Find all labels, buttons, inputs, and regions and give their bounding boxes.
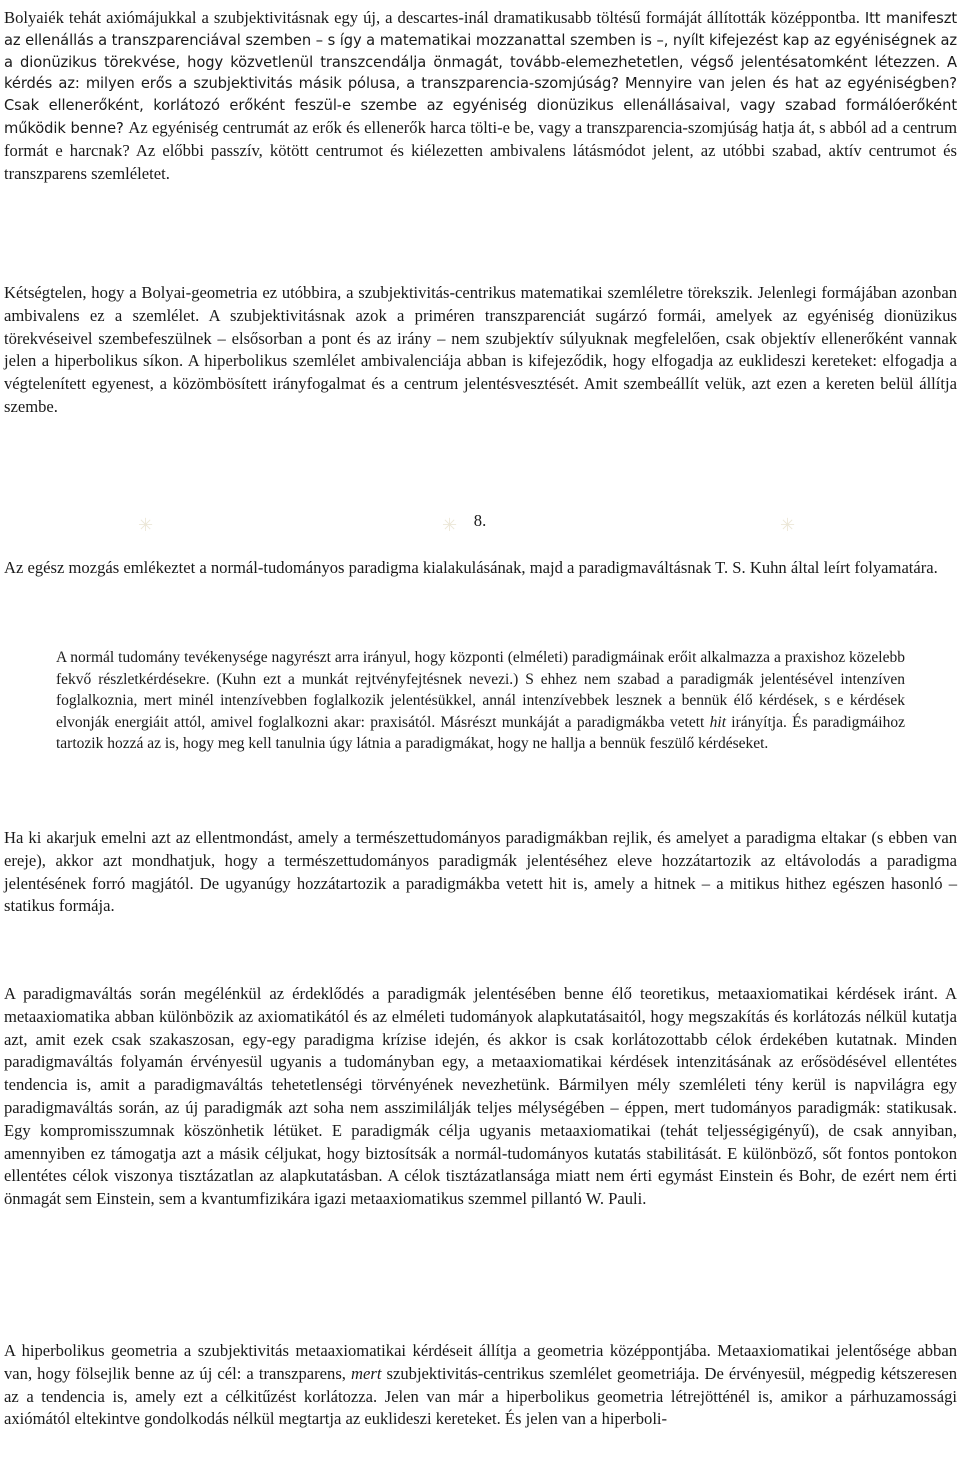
watermark-glyph: ✳: [442, 515, 458, 536]
block-quote-emphasis: hit: [709, 713, 727, 731]
paragraph-6-emphasis: mert: [351, 1363, 382, 1383]
paragraph-1: [4, 7, 957, 185]
block-quote: [56, 647, 905, 755]
watermark-glyph: ✳: [138, 515, 154, 536]
paragraph-3: Az egész mozgás emlékeztet a normál-tudományos paradigma kialakulásának, majd a paradigmaváltásnak T. S. Kuhn által leírt folyamatára.: [4, 558, 938, 577]
paragraph-5: A paradigmaváltás során megélénkül az érdeklődés a paradigmák jelentésében benne élő teoretikus, metaaxiomatikai kérdések iránt. A metaaxiomatika abban különbözik az axiomatikától és az elméleti tudományok alapkutatásaitól, hogy megszakítás és korlátozás nélkül kutatja azt, amit ezek csak szakaszosan, egy-egy paradigma krízise idején, és akkor is csak korlátozottabb célok érdekében kutatnak. Minden paradigmaváltás folyamán érvényesül ugyanis a tudományban egy, a metaaxiomatikai kérdések intenzitásának az erősödésével ellentétes tendencia is, amit a paradigmaváltás tehetetlenségi törvényének nevezhetünk. Bármilyen mély szemléleti tény kerül is napvilágra egy paradigmaváltás során, az új paradigmák azt soha nem asszimilálják teljes mélységében – éppen, mert tudományos paradigmák: statikusak. Egy kompromisszumnak köszönhetik létüket. E paradigmák célja ugyanis metaaxiomatikai (tehát teljességigényű), de csak annyiban, amennyiben ez támogatja azt a másik céljukat, hogy biztosítsák a normál-tudományos kutatás stabilitását. E különböző, sőt fontos pontokon ellentétes célok viszonya tisztázatlan az alapkutatásban. A célok tisztázatlansága miatt nem érti egymást Einstein és Bohr, de ezért nem érti önmagát sem Einstein, sem a kvantumfizikára igazi metaaxiomatikus szemmel pillantó W. Pauli.: [4, 984, 957, 1209]
paragraph-4: Ha ki akarjuk emelni azt az ellentmondást, amely a természettudományos paradigmákban rejlik, és amelyet a paradigma eltakar (s ebben van ereje), akkor azt mondhatjuk, hogy a természettudományos paradigmák jelentéséhez eleve hozzátartozik az eltávolodás a paradigma jelentésének forró magjától. De ugyanúgy hozzátartozik a paradigmákba vetett hit is, amely a hitnek – a mitikus hithez egészen hasonló – statikus formája.: [4, 828, 957, 916]
paragraph-6-part-2: szubjektivitás-centrikus szemlélet geometriája. De érvényesül, mégpedig kétszeresen az a tendencia is, amely ezt a célkitűzést korlátozza. Jelen van már a hiperbolikus geometria létrejötténél is, amikor a párhuzamossági axiómától eltekintve gondolkodás nélkül megtartja az euklideszi kereteket. És jelen van a hiperboli-: [4, 1363, 957, 1429]
watermark-glyph: ✳: [780, 515, 796, 536]
block-quote-part-1: A normál tudomány tevékenysége nagyrészt arra irányul, hogy központi (elméleti) paradigmáinak erőit alkalmazza a praxishoz közelebb fekvő részletkérdésekre. (Kuhn ezt a munkát rejtvényfejtésnek nevezi.) S ehhez nem szabad a paradigmák jelentésével intenzíven foglalkoznia, mert minél intenzívebben foglalkozik jelentésükkel, annál intenzívebbek lesznek a bennük élő kérdések, s e kérdések elvonják energiáit attól, amivel foglalkozni akar: praxisától. Másrészt munkáját a paradigmákba vetett: [56, 649, 905, 731]
block-quote-part-2: irányítja. És paradigmáihoz tartozik hozzá az is, hogy meg kell tanulnia úgy látnia a paradigmákat, hogy ne hallja a bennük feszülő kérdéseket.: [56, 713, 905, 753]
section-number: 8.: [473, 511, 487, 530]
paragraph-2: Kétségtelen, hogy a Bolyai-geometria ez utóbbira, a szubjektivitás-centrikus matematikai szemléletre törekszik. Jelenlegi formájában azonban ambivalens ez a szemlélet. A szubjektivitásnak azok a priméren transzparenciát sugárzó formái, amelyek az egyéniség dionüzikus törekvéseivel szembefeszülnek – elsősorban a pont és az irány – nem szubjektív súlyuknak megfelelően, csak objektív ellenerőként vannak jelen a hiperbolikus síkon. A hiperbolikus szemlélet ambivalenciája abban is kifejeződik, hogy elfogadja az euklideszi kereteket: elfogadja a végtelenített egyenest, a közömbösített irányfogalmat és a centrum jelentésvesztését. Amit szembeállít velük, azt ezen a kereten belül állítja szembe.: [4, 283, 957, 416]
paragraph-6: [4, 1340, 957, 1431]
paragraph-1-tail: Az egyéniség centrumát az erők és ellenerők harca tölti-e be, vagy a transzparencia-szomjúság hatja át, s abból ad a centrum formát e harcnak? Az előbbi passzív, kötött centrumot és kiélezetten ambivalens látásmódot jelent, az utóbbi szabad, aktív centrumot és transzparens szemléletet.: [4, 117, 957, 183]
paragraph-1-lead: Bolyaiék tehát axiómájukkal a szubjektivitásnak egy új, a descartes-inál dramatikusabb töltésű formáját állították középpontba.: [4, 8, 865, 27]
paragraph-1-body: Itt manifeszt az ellenállás a transzparenciával szemben – s így a matematikai mozzanattal szemben is –, nyílt kifejezést kap az egyéniségnek az a dionüzikus törekvése, hogy közvetlenül transzcendálja önmagát, tovább-elemezhetetlen, végső jelentésatomként létezzen. A kérdés az: milyen erős a szubjektivitás másik pólusa, a transzparencia-szomjúság? Mennyire van jelen és hat az egyéniségben? Csak ellenerőként, korlátozó erőként feszül-e szembe az egyéniség dionüzikus ellenállásaival, vagy szabad formálóerőként működik benne?: [4, 10, 957, 137]
paragraph-6-part-1: A hiperbolikus geometria a szubjektivitás metaaxiomatikai kérdéseit állítja a geometria középpontjába. Metaaxiomatikai jelentősége abban van, hogy fölsejlik benne az új cél: a transzparens,: [4, 1341, 957, 1383]
